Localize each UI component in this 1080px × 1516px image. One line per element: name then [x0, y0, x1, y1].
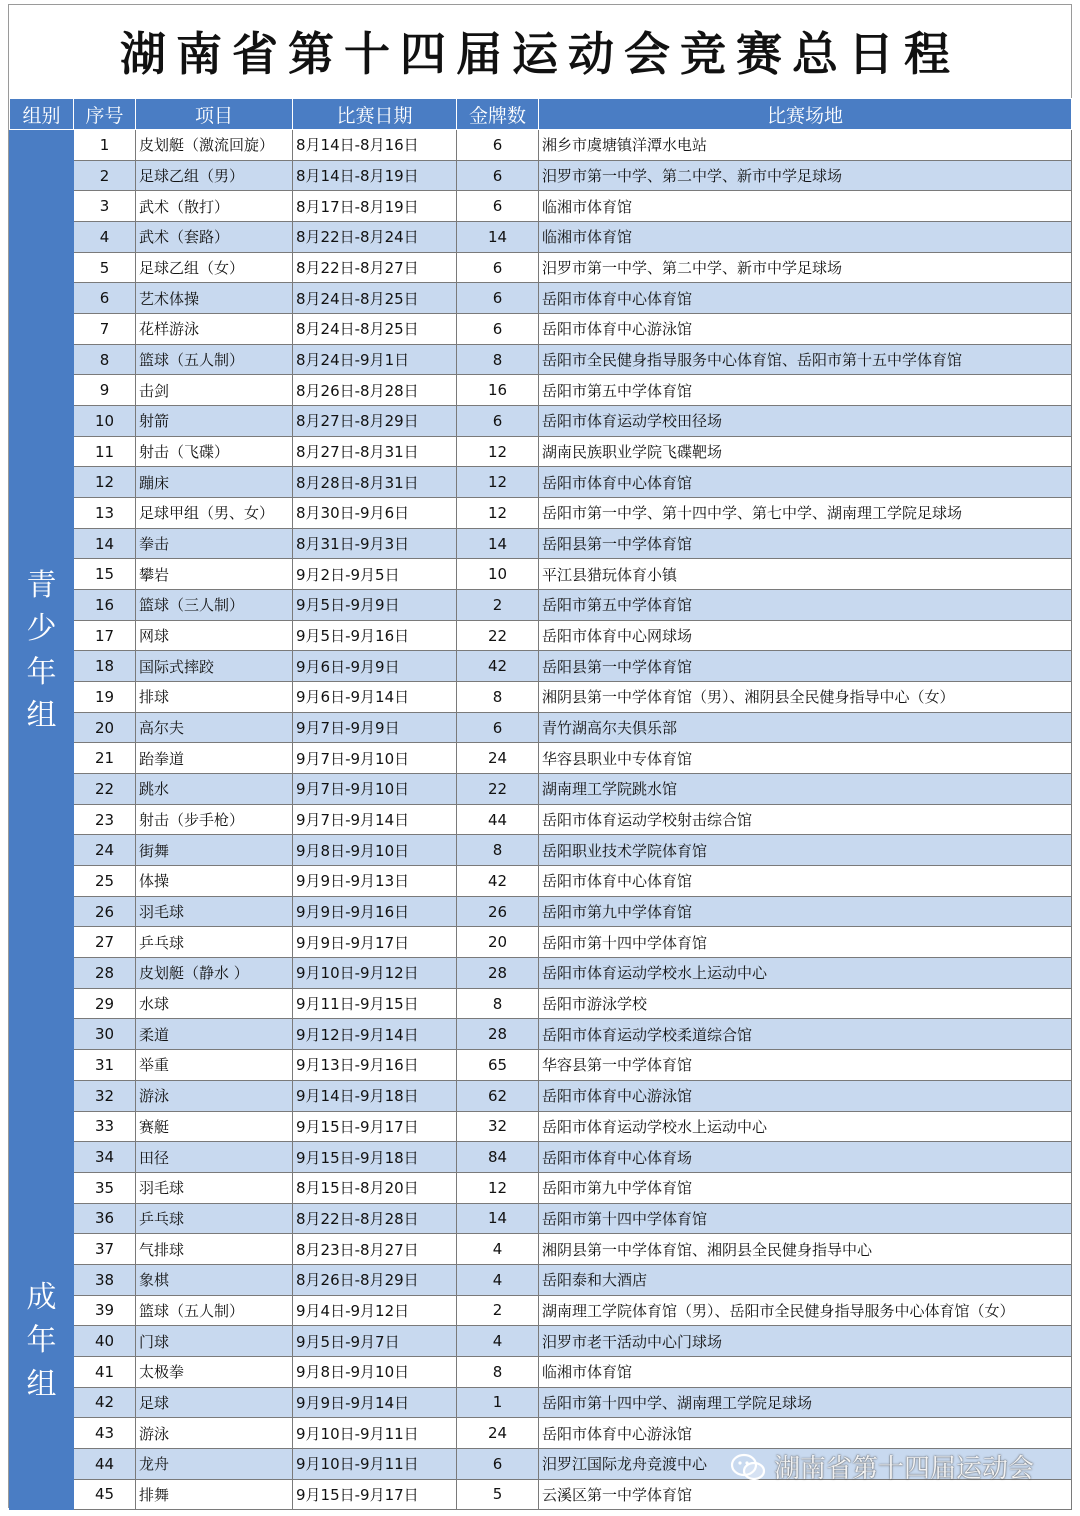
cell-venue: 岳阳市第五中学体育馆 [539, 375, 1072, 406]
cell-venue: 汨罗江国际龙舟竞渡中心 [539, 1448, 1072, 1479]
cell-event: 足球 [136, 1387, 293, 1418]
cell-event: 篮球（五人制） [136, 344, 293, 375]
cell-venue: 临湘市体育馆 [539, 191, 1072, 222]
table-row [10, 1111, 1072, 1142]
cell-gold: 12 [457, 498, 539, 529]
cell-event: 街舞 [136, 835, 293, 866]
cell-venue: 岳阳市体育运动学校水上运动中心 [539, 1111, 1072, 1142]
cell-event: 篮球（五人制） [136, 1295, 293, 1326]
table-row [10, 528, 1072, 559]
cell-venue: 岳阳市体育运动学校水上运动中心 [539, 958, 1072, 989]
cell-venue: 汨罗市第一中学、第二中学、新市中学足球场 [539, 252, 1072, 283]
cell-event: 足球乙组（男） [136, 160, 293, 191]
table-row [10, 1234, 1072, 1265]
header-group: 组别 [10, 99, 74, 130]
cell-number: 29 [74, 988, 136, 1019]
cell-gold: 6 [457, 160, 539, 191]
cell-venue: 汨罗市老干活动中心门球场 [539, 1326, 1072, 1357]
cell-event: 武术（套路） [136, 222, 293, 253]
cell-gold: 42 [457, 866, 539, 897]
cell-venue: 岳阳市体育中心体育馆 [539, 283, 1072, 314]
cell-gold: 14 [457, 222, 539, 253]
cell-gold: 42 [457, 651, 539, 682]
cell-venue: 岳阳市第九中学体育馆 [539, 1172, 1072, 1203]
cell-number: 45 [74, 1479, 136, 1510]
cell-venue: 岳阳县第一中学体育馆 [539, 651, 1072, 682]
cell-date: 9月12日-9月14日 [293, 1019, 457, 1050]
cell-event: 柔道 [136, 1019, 293, 1050]
cell-gold: 2 [457, 1295, 539, 1326]
cell-date: 9月9日-9月13日 [293, 866, 457, 897]
table-header-row [10, 99, 1072, 130]
table-row [10, 160, 1072, 191]
cell-event: 排球 [136, 682, 293, 713]
cell-venue: 岳阳泰和大酒店 [539, 1264, 1072, 1295]
cell-number: 44 [74, 1448, 136, 1479]
cell-venue: 岳阳职业技术学院体育馆 [539, 835, 1072, 866]
cell-gold: 8 [457, 1356, 539, 1387]
cell-event: 太极拳 [136, 1356, 293, 1387]
cell-date: 9月13日-9月16日 [293, 1050, 457, 1081]
cell-venue: 岳阳市体育中心体育馆 [539, 866, 1072, 897]
cell-venue: 湖南理工学院体育馆（男）、岳阳市全民健身指导服务中心体育馆（女） [539, 1295, 1072, 1326]
cell-event: 羽毛球 [136, 1172, 293, 1203]
wechat-icon [730, 1453, 766, 1481]
cell-date: 9月7日-9月14日 [293, 804, 457, 835]
cell-gold: 6 [457, 283, 539, 314]
cell-venue: 岳阳市体育运动学校柔道综合馆 [539, 1019, 1072, 1050]
cell-date: 8月27日-8月31日 [293, 436, 457, 467]
table-row [10, 375, 1072, 406]
table-row [10, 958, 1072, 989]
cell-date: 9月15日-9月18日 [293, 1142, 457, 1173]
cell-number: 4 [74, 222, 136, 253]
cell-event: 象棋 [136, 1264, 293, 1295]
cell-gold: 44 [457, 804, 539, 835]
cell-date: 9月8日-9月10日 [293, 835, 457, 866]
cell-date: 9月11日-9月15日 [293, 988, 457, 1019]
cell-number: 19 [74, 682, 136, 713]
cell-number: 15 [74, 559, 136, 590]
table-row [10, 1203, 1072, 1234]
cell-venue: 岳阳市第五中学体育馆 [539, 590, 1072, 621]
cell-gold: 6 [457, 712, 539, 743]
cell-venue: 临湘市体育馆 [539, 222, 1072, 253]
cell-gold: 12 [457, 467, 539, 498]
cell-gold: 4 [457, 1264, 539, 1295]
cell-gold: 16 [457, 375, 539, 406]
table-row [10, 1172, 1072, 1203]
cell-event: 射击（步手枪） [136, 804, 293, 835]
cell-number: 6 [74, 283, 136, 314]
cell-number: 23 [74, 804, 136, 835]
cell-number: 30 [74, 1019, 136, 1050]
table-row [10, 559, 1072, 590]
cell-number: 28 [74, 958, 136, 989]
cell-venue: 岳阳市体育运动学校射击综合馆 [539, 804, 1072, 835]
cell-gold: 62 [457, 1080, 539, 1111]
table-row [10, 467, 1072, 498]
cell-date: 9月9日-9月14日 [293, 1387, 457, 1418]
cell-gold: 12 [457, 436, 539, 467]
cell-gold: 8 [457, 344, 539, 375]
cell-number: 27 [74, 927, 136, 958]
cell-gold: 28 [457, 1019, 539, 1050]
table-body [10, 130, 1072, 1510]
header-venue: 比赛场地 [539, 99, 1072, 130]
cell-event: 举重 [136, 1050, 293, 1081]
cell-date: 8月14日-8月19日 [293, 160, 457, 191]
table-row [10, 712, 1072, 743]
header-number: 序号 [74, 99, 136, 130]
group-label: 成 年 组 [10, 1172, 74, 1509]
cell-gold: 32 [457, 1111, 539, 1142]
cell-event: 高尔夫 [136, 712, 293, 743]
cell-gold: 6 [457, 1448, 539, 1479]
cell-event: 花样游泳 [136, 314, 293, 345]
cell-date: 9月5日-9月9日 [293, 590, 457, 621]
cell-event: 跆拳道 [136, 743, 293, 774]
cell-event: 足球乙组（女） [136, 252, 293, 283]
cell-number: 40 [74, 1326, 136, 1357]
cell-date: 8月15日-8月20日 [293, 1172, 457, 1203]
cell-date: 8月24日-8月25日 [293, 314, 457, 345]
cell-venue: 湘阴县第一中学体育馆、湘阴县全民健身指导中心 [539, 1234, 1072, 1265]
cell-venue: 湖南理工学院跳水馆 [539, 774, 1072, 805]
cell-number: 25 [74, 866, 136, 897]
cell-gold: 12 [457, 1172, 539, 1203]
table-row [10, 804, 1072, 835]
cell-venue: 岳阳市全民健身指导服务中心体育馆、岳阳市第十五中学体育馆 [539, 344, 1072, 375]
watermark [730, 1448, 1034, 1485]
cell-date: 8月30日-9月6日 [293, 498, 457, 529]
cell-gold: 24 [457, 1418, 539, 1449]
cell-gold: 10 [457, 559, 539, 590]
cell-gold: 20 [457, 927, 539, 958]
cell-event: 田径 [136, 1142, 293, 1173]
cell-number: 11 [74, 436, 136, 467]
cell-date: 9月9日-9月17日 [293, 927, 457, 958]
cell-event: 赛艇 [136, 1111, 293, 1142]
cell-number: 3 [74, 191, 136, 222]
cell-number: 31 [74, 1050, 136, 1081]
cell-venue: 岳阳市第九中学体育馆 [539, 896, 1072, 927]
page-title: 湖南省第十四届运动会竞赛总日程 [120, 27, 960, 81]
cell-number: 43 [74, 1418, 136, 1449]
cell-date: 8月14日-8月16日 [293, 130, 457, 161]
cell-date: 8月26日-8月28日 [293, 375, 457, 406]
cell-venue: 汨罗市第一中学、第二中学、新市中学足球场 [539, 160, 1072, 191]
cell-number: 14 [74, 528, 136, 559]
cell-venue: 岳阳县第一中学体育馆 [539, 528, 1072, 559]
cell-date: 8月24日-9月1日 [293, 344, 457, 375]
cell-venue: 平江县猎玩体育小镇 [539, 559, 1072, 590]
cell-gold: 8 [457, 988, 539, 1019]
cell-number: 37 [74, 1234, 136, 1265]
cell-date: 9月15日-9月17日 [293, 1479, 457, 1510]
cell-venue: 岳阳市第十四中学体育馆 [539, 927, 1072, 958]
cell-event: 拳击 [136, 528, 293, 559]
cell-date: 9月14日-9月18日 [293, 1080, 457, 1111]
cell-event: 乒乓球 [136, 927, 293, 958]
cell-venue: 临湘市体育馆 [539, 1356, 1072, 1387]
cell-date: 9月7日-9月10日 [293, 774, 457, 805]
table-row [10, 1080, 1072, 1111]
cell-number: 38 [74, 1264, 136, 1295]
cell-date: 9月10日-9月11日 [293, 1448, 457, 1479]
cell-number: 26 [74, 896, 136, 927]
cell-event: 排舞 [136, 1479, 293, 1510]
cell-date: 9月10日-9月11日 [293, 1418, 457, 1449]
cell-number: 5 [74, 252, 136, 283]
cell-date: 9月7日-9月10日 [293, 743, 457, 774]
cell-venue: 岳阳市体育中心体育场 [539, 1142, 1072, 1173]
cell-event: 皮划艇（激流回旋） [136, 130, 293, 161]
cell-venue: 岳阳市体育中心游泳馆 [539, 1080, 1072, 1111]
table-row [10, 1326, 1072, 1357]
cell-date: 9月7日-9月9日 [293, 712, 457, 743]
cell-venue: 云溪区第一中学体育馆 [539, 1479, 1072, 1510]
table-row [10, 743, 1072, 774]
cell-date: 9月10日-9月12日 [293, 958, 457, 989]
cell-venue: 湘乡市虞塘镇洋潭水电站 [539, 130, 1072, 161]
cell-number: 33 [74, 1111, 136, 1142]
cell-event: 击剑 [136, 375, 293, 406]
header-event: 项目 [136, 99, 293, 130]
cell-number: 21 [74, 743, 136, 774]
cell-date: 9月9日-9月16日 [293, 896, 457, 927]
cell-date: 9月15日-9月17日 [293, 1111, 457, 1142]
cell-number: 18 [74, 651, 136, 682]
cell-number: 8 [74, 344, 136, 375]
cell-number: 16 [74, 590, 136, 621]
cell-number: 12 [74, 467, 136, 498]
cell-gold: 4 [457, 1326, 539, 1357]
cell-event: 皮划艇（静水 ） [136, 958, 293, 989]
cell-event: 体操 [136, 866, 293, 897]
cell-date: 8月17日-8月19日 [293, 191, 457, 222]
cell-number: 34 [74, 1142, 136, 1173]
cell-venue: 岳阳市游泳学校 [539, 988, 1072, 1019]
cell-event: 国际式摔跤 [136, 651, 293, 682]
cell-number: 39 [74, 1295, 136, 1326]
cell-date: 9月6日-9月9日 [293, 651, 457, 682]
table-row [10, 1142, 1072, 1173]
cell-event: 乒乓球 [136, 1203, 293, 1234]
cell-event: 游泳 [136, 1418, 293, 1449]
group-label: 青 少 年 组 [10, 130, 74, 1173]
table-row [10, 222, 1072, 253]
cell-gold: 22 [457, 774, 539, 805]
cell-venue: 湖南民族职业学院飞碟靶场 [539, 436, 1072, 467]
cell-venue: 岳阳市第一中学、第十四中学、第七中学、湖南理工学院足球场 [539, 498, 1072, 529]
cell-number: 36 [74, 1203, 136, 1234]
watermark-text: 湖南省第十四届运动会 [774, 1454, 1035, 1484]
cell-date: 8月22日-8月24日 [293, 222, 457, 253]
cell-date: 8月24日-8月25日 [293, 283, 457, 314]
cell-date: 9月6日-9月14日 [293, 682, 457, 713]
cell-gold: 22 [457, 620, 539, 651]
cell-number: 22 [74, 774, 136, 805]
cell-event: 射箭 [136, 406, 293, 437]
cell-number: 2 [74, 160, 136, 191]
table-row [10, 1019, 1072, 1050]
cell-event: 武术（散打） [136, 191, 293, 222]
table-row [10, 252, 1072, 283]
cell-event: 蹦床 [136, 467, 293, 498]
schedule-document [8, 4, 1072, 1508]
cell-venue: 岳阳市体育中心游泳馆 [539, 1418, 1072, 1449]
table-row [10, 1356, 1072, 1387]
cell-number: 1 [74, 130, 136, 161]
cell-gold: 6 [457, 130, 539, 161]
cell-date: 9月2日-9月5日 [293, 559, 457, 590]
table-row [10, 130, 1072, 161]
cell-number: 35 [74, 1172, 136, 1203]
cell-gold: 65 [457, 1050, 539, 1081]
cell-date: 8月22日-8月28日 [293, 1203, 457, 1234]
table-row [10, 283, 1072, 314]
cell-gold: 6 [457, 314, 539, 345]
cell-event: 攀岩 [136, 559, 293, 590]
schedule-table [9, 98, 1072, 1510]
cell-venue: 岳阳市体育中心网球场 [539, 620, 1072, 651]
cell-venue: 华容县职业中专体育馆 [539, 743, 1072, 774]
table-row [10, 835, 1072, 866]
table-row [10, 896, 1072, 927]
header-date: 比赛日期 [293, 99, 457, 130]
cell-gold: 5 [457, 1479, 539, 1510]
cell-event: 水球 [136, 988, 293, 1019]
cell-date: 8月26日-8月29日 [293, 1264, 457, 1295]
cell-number: 24 [74, 835, 136, 866]
table-row [10, 774, 1072, 805]
cell-number: 7 [74, 314, 136, 345]
cell-number: 42 [74, 1387, 136, 1418]
cell-number: 32 [74, 1080, 136, 1111]
cell-gold: 2 [457, 590, 539, 621]
cell-venue: 岳阳市体育中心体育馆 [539, 467, 1072, 498]
table-row [10, 1387, 1072, 1418]
cell-number: 13 [74, 498, 136, 529]
cell-gold: 6 [457, 406, 539, 437]
cell-event: 艺术体操 [136, 283, 293, 314]
table-row [10, 498, 1072, 529]
cell-event: 羽毛球 [136, 896, 293, 927]
cell-gold: 6 [457, 191, 539, 222]
table-row [10, 927, 1072, 958]
cell-event: 网球 [136, 620, 293, 651]
cell-gold: 28 [457, 958, 539, 989]
cell-venue: 岳阳市体育中心游泳馆 [539, 314, 1072, 345]
cell-event: 射击（飞碟） [136, 436, 293, 467]
cell-gold: 6 [457, 252, 539, 283]
table-row [10, 1295, 1072, 1326]
cell-date: 8月23日-8月27日 [293, 1234, 457, 1265]
cell-event: 游泳 [136, 1080, 293, 1111]
cell-gold: 1 [457, 1387, 539, 1418]
table-row [10, 406, 1072, 437]
table-row [10, 866, 1072, 897]
cell-date: 8月28日-8月31日 [293, 467, 457, 498]
cell-venue: 湘阴县第一中学体育馆（男）、湘阴县全民健身指导中心（女） [539, 682, 1072, 713]
cell-gold: 26 [457, 896, 539, 927]
table-row [10, 1418, 1072, 1449]
table-row [10, 682, 1072, 713]
cell-date: 9月5日-9月7日 [293, 1326, 457, 1357]
cell-date: 8月31日-9月3日 [293, 528, 457, 559]
table-row [10, 314, 1072, 345]
cell-number: 20 [74, 712, 136, 743]
cell-gold: 8 [457, 682, 539, 713]
cell-number: 10 [74, 406, 136, 437]
cell-date: 8月27日-8月29日 [293, 406, 457, 437]
header-gold: 金牌数 [457, 99, 539, 130]
table-row [10, 988, 1072, 1019]
table-row [10, 1050, 1072, 1081]
cell-gold: 8 [457, 835, 539, 866]
cell-event: 跳水 [136, 774, 293, 805]
cell-venue: 青竹湖高尔夫俱乐部 [539, 712, 1072, 743]
cell-date: 8月22日-8月27日 [293, 252, 457, 283]
cell-gold: 4 [457, 1234, 539, 1265]
cell-venue: 岳阳市第十四中学、湖南理工学院足球场 [539, 1387, 1072, 1418]
cell-gold: 14 [457, 528, 539, 559]
table-row [10, 191, 1072, 222]
cell-event: 气排球 [136, 1234, 293, 1265]
cell-gold: 84 [457, 1142, 539, 1173]
cell-event: 龙舟 [136, 1448, 293, 1479]
table-row [10, 344, 1072, 375]
cell-venue: 岳阳市体育运动学校田径场 [539, 406, 1072, 437]
cell-number: 17 [74, 620, 136, 651]
cell-gold: 24 [457, 743, 539, 774]
table-row [10, 1264, 1072, 1295]
table-row [10, 590, 1072, 621]
cell-venue: 岳阳市第十四中学体育馆 [539, 1203, 1072, 1234]
cell-number: 41 [74, 1356, 136, 1387]
cell-date: 9月8日-9月10日 [293, 1356, 457, 1387]
cell-venue: 华容县第一中学体育馆 [539, 1050, 1072, 1081]
cell-event: 篮球（三人制） [136, 590, 293, 621]
cell-date: 9月4日-9月12日 [293, 1295, 457, 1326]
cell-gold: 14 [457, 1203, 539, 1234]
table-row [10, 651, 1072, 682]
table-row [10, 620, 1072, 651]
table-row [10, 436, 1072, 467]
cell-event: 足球甲组（男、女） [136, 498, 293, 529]
cell-date: 9月5日-9月16日 [293, 620, 457, 651]
cell-number: 9 [74, 375, 136, 406]
cell-event: 门球 [136, 1326, 293, 1357]
